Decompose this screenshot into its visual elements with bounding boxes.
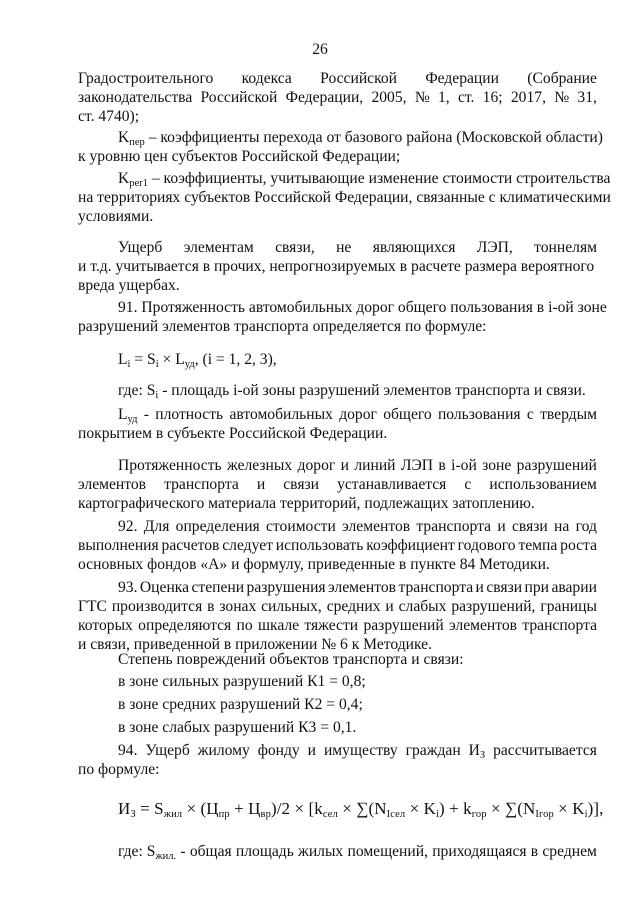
word: разрушений bbox=[363, 617, 444, 634]
f2-sub: сел bbox=[322, 809, 338, 820]
word: выполнения bbox=[78, 537, 159, 554]
word: 2005, bbox=[371, 89, 407, 106]
word: определяются bbox=[138, 617, 232, 634]
word: которых bbox=[78, 617, 133, 634]
kreg-line-2: на территориях субъектов Российской Федерации, связанные с климатическими bbox=[78, 189, 611, 206]
f2-part: )], bbox=[587, 799, 604, 818]
word: Оценка bbox=[139, 579, 190, 596]
word: 31, bbox=[577, 89, 597, 106]
f2-sub: Iсел bbox=[386, 809, 406, 820]
word: транспорта bbox=[416, 518, 492, 535]
word: железных bbox=[227, 457, 293, 474]
f2-sub: i bbox=[435, 809, 440, 820]
word: не bbox=[336, 239, 352, 256]
word: элементов bbox=[328, 579, 397, 596]
f2-sub: З bbox=[130, 809, 136, 820]
word: элементов bbox=[449, 617, 518, 634]
word: 94. bbox=[118, 742, 138, 759]
p94-line-1 bbox=[118, 741, 597, 760]
f2-sub: Iгор bbox=[535, 809, 554, 820]
word: транспорта bbox=[398, 579, 474, 596]
page-number: 26 bbox=[312, 41, 328, 58]
where-subscript: i bbox=[155, 390, 159, 401]
word: в bbox=[207, 598, 215, 615]
word: и bbox=[497, 518, 506, 535]
rail-line-2 bbox=[78, 475, 597, 494]
word: элементам bbox=[183, 239, 254, 256]
f2-part: ) + k bbox=[439, 799, 472, 818]
word: в bbox=[530, 843, 539, 860]
p93-line-3 bbox=[78, 616, 597, 635]
word: помещений, bbox=[347, 843, 428, 860]
word: разрушения bbox=[246, 579, 326, 596]
p92-line-2 bbox=[78, 536, 597, 555]
word: дорог bbox=[297, 457, 336, 474]
word: твердым bbox=[540, 406, 597, 423]
word: годового bbox=[457, 537, 516, 554]
formula-symbol: L bbox=[118, 351, 128, 368]
word: элементов bbox=[78, 476, 147, 493]
word: аварии bbox=[551, 579, 597, 596]
word: тоннелям bbox=[534, 239, 597, 256]
word: (Собрание bbox=[527, 70, 597, 87]
word: средних bbox=[326, 598, 381, 615]
where-label bbox=[118, 842, 176, 861]
word: использовать bbox=[275, 537, 364, 554]
word: Федерации, bbox=[285, 89, 364, 106]
word: разрушений bbox=[516, 457, 597, 474]
word: Российской bbox=[320, 70, 398, 87]
word: площадь bbox=[235, 843, 294, 860]
where-symbol: S bbox=[146, 843, 156, 860]
word: стоимости bbox=[266, 518, 336, 535]
word: связи, bbox=[275, 239, 315, 256]
degree-k2: в зоне средних разрушений К2 = 0,4; bbox=[118, 696, 363, 713]
word: Ущерб bbox=[118, 239, 163, 256]
word: кодекса bbox=[241, 70, 292, 87]
formula-housing-damage bbox=[118, 799, 604, 818]
word: Федерации bbox=[425, 70, 499, 87]
word: рассчитывается bbox=[493, 742, 597, 759]
word: и bbox=[475, 579, 484, 596]
p91-line-2: разрушений элементов транспорта определяется по формуле: bbox=[78, 318, 487, 335]
rail-line-1 bbox=[118, 456, 597, 475]
word: 92. bbox=[118, 518, 138, 535]
word: линий bbox=[354, 457, 396, 474]
where-s-i bbox=[118, 381, 586, 400]
word: - bbox=[143, 406, 149, 423]
word: и bbox=[340, 457, 349, 474]
word: шкале bbox=[257, 617, 300, 634]
p93-line-2 bbox=[78, 597, 597, 616]
kreg-symbol: K bbox=[118, 170, 130, 187]
lud-symbol-group bbox=[118, 405, 137, 424]
formula-subscript: i bbox=[127, 359, 131, 370]
word: ЛЭП, bbox=[476, 239, 513, 256]
p94-line-2: по формуле: bbox=[78, 761, 160, 778]
lud-symbol: L bbox=[118, 406, 128, 423]
word: приходящаяся bbox=[432, 843, 527, 860]
word: 16; bbox=[482, 89, 503, 106]
damage-line-2: и т.д. учитывается в прочих, непрогнозируемых в расчете размера вероятного bbox=[78, 258, 595, 275]
kper-subscript: пер bbox=[129, 137, 145, 148]
f2-part: × ∑(N bbox=[337, 799, 387, 818]
word: связи bbox=[283, 476, 319, 493]
where-text: - площадь i-ой зоны разрушений элементов транспорта и связи. bbox=[158, 382, 586, 399]
f2-part: × K bbox=[405, 799, 436, 818]
word: темпа bbox=[518, 537, 558, 554]
kreg-line-3: условиями. bbox=[78, 208, 154, 225]
word: и bbox=[385, 598, 394, 615]
damage-line-1 bbox=[118, 238, 597, 257]
iz-symbol: И bbox=[468, 742, 480, 759]
word: транспорта bbox=[164, 476, 239, 493]
degree-title: Степень повреждений объектов транспорта и связи: bbox=[118, 651, 464, 668]
word: роста bbox=[560, 537, 597, 554]
word: с bbox=[464, 476, 472, 493]
word: ГТС bbox=[78, 598, 107, 615]
p92-line-1 bbox=[118, 517, 597, 536]
formula-part: = S bbox=[130, 351, 156, 368]
word: граждан bbox=[405, 742, 461, 759]
word: общая bbox=[189, 843, 232, 860]
word: i-ой bbox=[451, 457, 477, 474]
formula-subscript: i bbox=[155, 359, 159, 370]
para-1-line-2 bbox=[78, 88, 597, 107]
word: коэффициент bbox=[366, 537, 455, 554]
word: сильных, bbox=[261, 598, 322, 615]
word: Протяженность bbox=[118, 457, 222, 474]
word: ст. bbox=[457, 89, 475, 106]
f2-part: И bbox=[118, 799, 131, 818]
word: в bbox=[438, 457, 446, 474]
f2-sub: вр bbox=[260, 809, 271, 820]
word: общего bbox=[383, 406, 432, 423]
word: Градостроительного bbox=[78, 70, 214, 87]
p93-line-1 bbox=[118, 578, 597, 597]
word: связи bbox=[486, 579, 523, 596]
word: связи bbox=[512, 518, 548, 535]
lud-line-1 bbox=[118, 405, 597, 424]
word: производится bbox=[111, 598, 203, 615]
where-word: где: bbox=[118, 843, 143, 860]
kper-symbol: K bbox=[118, 129, 130, 146]
word: законодательства bbox=[78, 89, 193, 106]
kper-line-2: к уровню цен субъектов Российской Федерации; bbox=[78, 148, 401, 165]
word: жилому bbox=[197, 742, 250, 759]
word: при bbox=[524, 579, 550, 596]
word: плотность bbox=[155, 406, 224, 423]
word: следует bbox=[222, 537, 273, 554]
word: Для bbox=[143, 518, 170, 535]
word: транспорта bbox=[522, 617, 597, 634]
word: год bbox=[575, 518, 597, 535]
formula-part: × L bbox=[158, 351, 185, 368]
kreg-subscript: per1 bbox=[129, 178, 148, 189]
word: слабых bbox=[398, 598, 447, 615]
word: зоне bbox=[482, 457, 512, 474]
word: устанавливается bbox=[337, 476, 447, 493]
formula-road-length bbox=[118, 350, 277, 369]
lud-subscript: уд bbox=[127, 414, 138, 425]
f2-part: )/2 × [k bbox=[270, 799, 323, 818]
word: по bbox=[236, 617, 253, 634]
para-1-line-3: ст. 4740); bbox=[78, 108, 140, 125]
word: Российской bbox=[200, 89, 278, 106]
word: № bbox=[414, 89, 430, 106]
word: автомобильных bbox=[229, 406, 333, 423]
word: зонах bbox=[219, 598, 257, 615]
word: ЛЭП bbox=[400, 457, 434, 474]
formula-subscript: уд bbox=[184, 359, 195, 370]
kreg-text: – коэффициенты, учитывающие изменение стоимости строительства bbox=[151, 170, 611, 187]
word: среднем bbox=[542, 843, 597, 860]
damage-line-3: вреда ущербах. bbox=[78, 277, 180, 294]
word: границы bbox=[540, 598, 597, 615]
word bbox=[469, 741, 486, 760]
f2-sub: жил bbox=[163, 809, 183, 820]
kper-text: – коэффициенты перехода от базового района (Московской области) bbox=[148, 129, 603, 146]
word: определения bbox=[175, 518, 260, 535]
word: 1, bbox=[437, 89, 450, 106]
word: расчетов bbox=[161, 537, 220, 554]
p92-line-3: основных фондов «А» и формулу, приведенные в пункте 84 Методики. bbox=[78, 556, 550, 573]
word: степени bbox=[191, 579, 245, 596]
word: Ущерб bbox=[145, 742, 190, 759]
p91-line-1: 91. Протяженность автомобильных дорог общего пользования в i-ой зоне bbox=[118, 299, 607, 316]
word: № bbox=[554, 89, 570, 106]
iz-subscript: З bbox=[479, 750, 486, 761]
f2-part: × ∑(N bbox=[486, 799, 536, 818]
word: - bbox=[180, 843, 186, 860]
kreg-line-1 bbox=[118, 169, 610, 188]
lud-line-2: покрытием в субъекте Российской Федерации. bbox=[78, 425, 388, 442]
p93-line-4: и связи, приведенной в приложении № 6 к Методике. bbox=[78, 636, 432, 653]
f2-part: = S bbox=[135, 799, 164, 818]
word: тяжести bbox=[304, 617, 359, 634]
word: и bbox=[307, 742, 317, 759]
word: 93. bbox=[118, 579, 138, 596]
f2-part: + Ц bbox=[229, 799, 261, 818]
rail-line-3: картографического материала территорий, подлежащих затоплению. bbox=[78, 495, 535, 512]
para-1-line-1 bbox=[78, 69, 597, 88]
kper-line-1 bbox=[118, 128, 603, 147]
word: пользования bbox=[437, 406, 521, 423]
word: и bbox=[256, 476, 266, 493]
word: дорог bbox=[339, 406, 377, 423]
word: являющихся bbox=[372, 239, 456, 256]
word: имуществу bbox=[323, 742, 398, 759]
degree-k3: в зоне слабых разрушений К3 = 0,1. bbox=[118, 719, 357, 736]
where-text: где: S bbox=[118, 382, 156, 399]
degree-k1: в зоне сильных разрушений К1 = 0,8; bbox=[118, 673, 366, 690]
word: разрушений, bbox=[451, 598, 536, 615]
word: использованием bbox=[489, 476, 597, 493]
formula-part: , (i = 1, 2, 3), bbox=[194, 351, 277, 368]
word: с bbox=[526, 406, 534, 423]
word: жилых bbox=[298, 843, 344, 860]
f2-sub: пр bbox=[218, 809, 230, 820]
f2-part: × (Ц bbox=[182, 799, 219, 818]
f2-part: × K bbox=[553, 799, 585, 818]
where-subscript: жил. bbox=[155, 851, 177, 862]
word: на bbox=[554, 518, 570, 535]
f2-sub: i bbox=[584, 809, 588, 820]
where-s-zhil bbox=[118, 842, 597, 861]
word: элементов bbox=[342, 518, 411, 535]
word: фонду bbox=[257, 742, 300, 759]
word: 2017, bbox=[510, 89, 546, 106]
f2-sub: гор bbox=[471, 809, 487, 820]
